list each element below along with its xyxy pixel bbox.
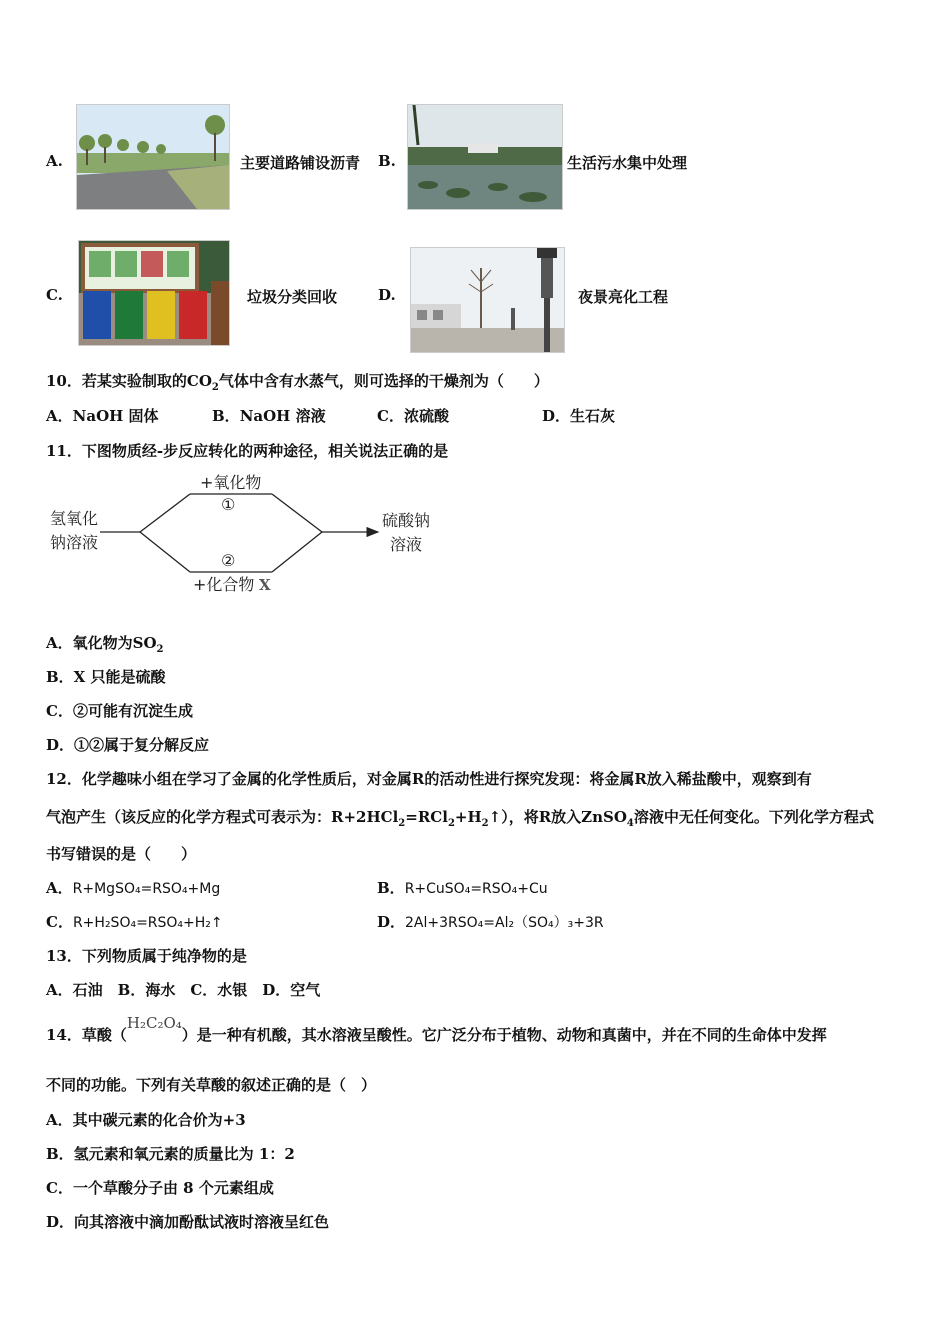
- diagram-right-text-1: 硫酸钠: [382, 511, 431, 530]
- q12-line2-a: 气泡产生（该反应的化学方程式可表示为：R+2HCl: [46, 808, 399, 826]
- street-lamp-photo: [410, 247, 565, 353]
- diagram-lower-x: X: [259, 576, 271, 594]
- q11-option-a-sub: 2: [156, 644, 164, 655]
- q11-option-a: [46, 632, 164, 655]
- q14-option-c: C．一个草酸分子由 8 个元素组成: [46, 1179, 274, 1197]
- q14-formula: H₂C₂O₄: [126, 1014, 182, 1032]
- q12-line2-sub4: 4: [626, 818, 634, 829]
- q10-option-c-label: C．: [377, 407, 404, 425]
- diagram-upper-left-line: [140, 494, 190, 532]
- recycle-bins-photo: [78, 240, 230, 346]
- q10-option-a: [46, 405, 159, 426]
- q12-option-d: [377, 911, 604, 932]
- q10-option-d-text: 生石灰: [570, 407, 616, 425]
- q12-option-a: [46, 877, 220, 898]
- q10-option-b: [212, 405, 326, 426]
- q12-option-c: [46, 911, 223, 932]
- diagram-upper-right-line: [272, 494, 322, 532]
- q12-option-c-label: C．: [46, 913, 73, 931]
- q10-option-d-label: D．: [542, 407, 571, 425]
- q9-option-b-label: B.: [378, 152, 396, 170]
- q10-option-c-text: 浓硫酸: [403, 407, 449, 425]
- q9-option-d-label: D.: [378, 286, 396, 304]
- q10-stem-a: 10．若某实验制取的CO: [46, 372, 212, 390]
- q13-options: A．石油 B．海水 C．水银 D．空气: [46, 981, 321, 999]
- q12-option-b-label: B．: [377, 879, 405, 897]
- q14-stem: [46, 1014, 827, 1045]
- diagram-left-text-2: 钠溶液: [50, 533, 99, 552]
- q10-option-a-label: A．: [46, 407, 73, 425]
- q9-option-b-text: 生活污水集中处理: [567, 154, 688, 172]
- q12-option-b: [377, 877, 548, 898]
- q10-option-d: [542, 405, 615, 426]
- q12-line-1: 12．化学趣味小组在学习了金属的化学性质后，对金属R的活动性进行探究发现：将金属R放入稀盐酸中，观察到有: [46, 770, 812, 788]
- diagram-lower-reagent: +化合物: [193, 575, 255, 594]
- q12-line2-sub3: 2: [481, 818, 489, 829]
- q14-line-2: 不同的功能。下列有关草酸的叙述正确的是（ ）: [46, 1076, 377, 1094]
- q9-option-a-label: A.: [46, 152, 63, 170]
- diagram-upper-num: ①: [221, 495, 236, 514]
- q12-line2-c: +H: [454, 808, 482, 826]
- q9-option-c-label: C.: [46, 286, 63, 304]
- q11-stem: 11．下图物质经-步反应转化的两种途径，相关说法正确的是: [46, 442, 449, 460]
- pond-photo: [407, 104, 563, 210]
- q12-option-d-label: D．: [377, 913, 406, 931]
- q14-stem-a: 14．草酸（: [46, 1026, 127, 1044]
- q12-line-3: 书写错误的是（ ）: [46, 845, 197, 863]
- q12-line2-sub1: 2: [398, 818, 406, 829]
- q14-option-d: D．向其溶液中滴加酚酞试液时溶液呈红色: [46, 1213, 330, 1231]
- diagram-lower-right-line: [272, 532, 322, 572]
- diagram-left-text-1: 氢氧化: [50, 509, 99, 528]
- q9-option-d-text: 夜景亮化工程: [578, 288, 669, 306]
- q12-option-a-text: R+MgSO₄=RSO₄+Mg: [72, 881, 221, 897]
- q11-option-a-text: A．氧化物为SO: [46, 634, 157, 652]
- q10-stem-sub: 2: [211, 382, 219, 393]
- q12-option-d-text: 2Al+3RSO₄=Al₂（SO₄）₃+3R: [405, 915, 604, 931]
- q11-option-d: D．①②属于复分解反应: [46, 736, 210, 754]
- q14-option-a: A．其中碳元素的化合价为+3: [46, 1111, 246, 1129]
- diagram-lower-num: ②: [221, 551, 236, 570]
- q11-reaction-diagram: [40, 468, 460, 598]
- q10-stem-b: 气体中含有水蒸气，则可选择的干燥剂为（ ）: [218, 372, 549, 390]
- q12-line-2: [46, 806, 874, 829]
- q13-stem: 13．下列物质属于纯净物的是: [46, 947, 247, 965]
- q9-option-c-text: 垃圾分类回收: [247, 288, 338, 306]
- diagram-lower-left-line: [140, 532, 190, 572]
- q10-stem: [46, 370, 549, 393]
- q14-option-b: B．氢元素和氧元素的质量比为 1：2: [46, 1145, 295, 1163]
- q10-option-a-text: NaOH 固体: [72, 407, 159, 425]
- q12-option-a-label: A．: [46, 879, 73, 897]
- diagram-upper-reagent: +氧化物: [200, 473, 262, 492]
- q11-option-c: C．②可能有沉淀生成: [46, 702, 193, 720]
- q12-option-b-text: R+CuSO₄=RSO₄+Cu: [404, 881, 548, 897]
- q12-option-c-text: R+H₂SO₄=RSO₄+H₂↑: [72, 915, 223, 931]
- q9-option-a-text: 主要道路铺设沥青: [240, 154, 361, 172]
- q14-stem-b: ）是一种有机酸，其水溶液呈酸性。它广泛分布于植物、动物和真菌中，并在不同的生命体中发挥: [181, 1026, 827, 1044]
- q10-option-b-label: B．: [212, 407, 240, 425]
- q10-option-b-text: NaOH 溶液: [239, 407, 326, 425]
- q12-line2-e: 溶液中无任何变化。下列化学方程式: [633, 808, 874, 826]
- q11-option-b: B．X 只能是硫酸: [46, 668, 166, 686]
- diagram-right-text-2: 溶液: [390, 535, 423, 554]
- q12-line2-sub2: 2: [447, 818, 455, 829]
- road-photo: [76, 104, 230, 210]
- q10-option-c: [377, 405, 449, 426]
- q12-line2-d: ↑），将R放入ZnSO: [488, 808, 627, 826]
- q12-line2-b: =RCl: [405, 808, 448, 826]
